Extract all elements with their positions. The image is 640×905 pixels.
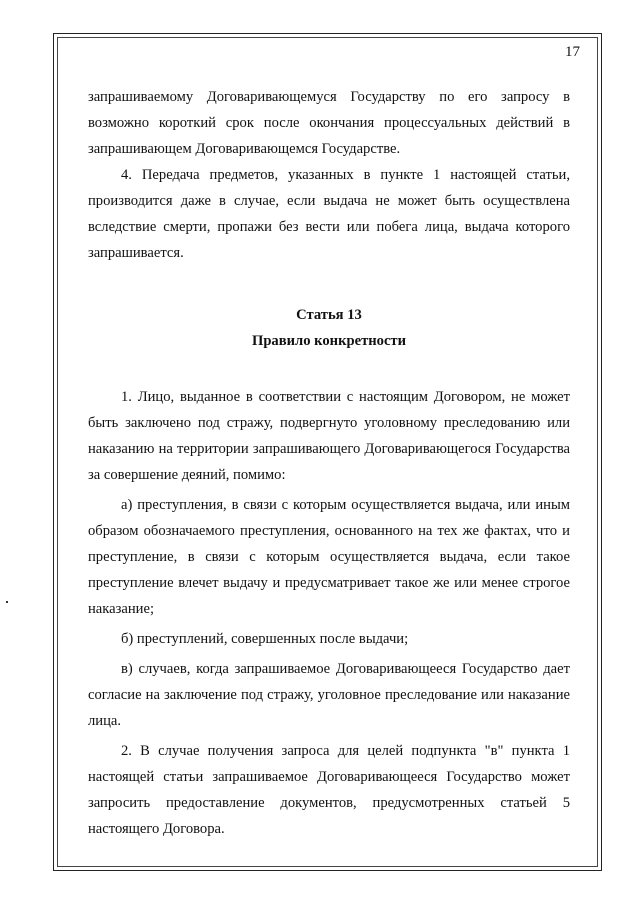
paragraph-item-4: 4. Передача предметов, указанных в пункте 1 настоящей статьи, производится даже в случае, если выдача не может быть осуществлена вследствие смерти, пропажи без вести или побега лица, выдача которого запрашивается. bbox=[88, 167, 570, 261]
article-heading bbox=[88, 302, 570, 354]
article-number: Статья 13 bbox=[296, 307, 362, 323]
article-body bbox=[88, 384, 570, 842]
subparagraph-v: в) случаев, когда запрашиваемое Договаривающееся Государство дает согласие на заключение под стражу, уголовное преследование или наказание лица. bbox=[88, 661, 570, 729]
article-title: Правило конкретности bbox=[251, 333, 407, 349]
subparagraph-a: а) преступления, в связи с которым осуществляется выдача, или иным образом обозначаемого преступления, основанного на тех же фактах, что и преступление, в связи с которым осуществляется выдача, если такое преступление влечет выдачу и предусматривает такое же или менее строгое наказание; bbox=[88, 497, 570, 617]
scan-mark bbox=[6, 601, 8, 603]
paragraph-item-2: 2. В случае получения запроса для целей подпункта "в" пункта 1 настоящей статьи запрашиваемое Договаривающееся Государство может запросить предоставление документов, предусмотренных статьей 5 настоящего Договора. bbox=[88, 743, 570, 837]
subparagraph-b: б) преступлений, совершенных после выдачи; bbox=[121, 631, 409, 647]
paragraph-item-1: 1. Лицо, выданное в соответствии с настоящим Договором, не может быть заключено под стражу, подвергнуто уголовному преследованию или наказанию на территории запрашивающего Договаривающегося Государства за совершение деяний, помимо: bbox=[88, 389, 570, 483]
page-number: 17 bbox=[565, 44, 580, 60]
paragraph-continuation: запрашиваемому Договаривающемуся Государству по его запросу в возможно короткий срок после окончания процессуальных действий в запрашивающем Договаривающемся Государстве. bbox=[88, 89, 570, 157]
document-body bbox=[88, 84, 570, 842]
